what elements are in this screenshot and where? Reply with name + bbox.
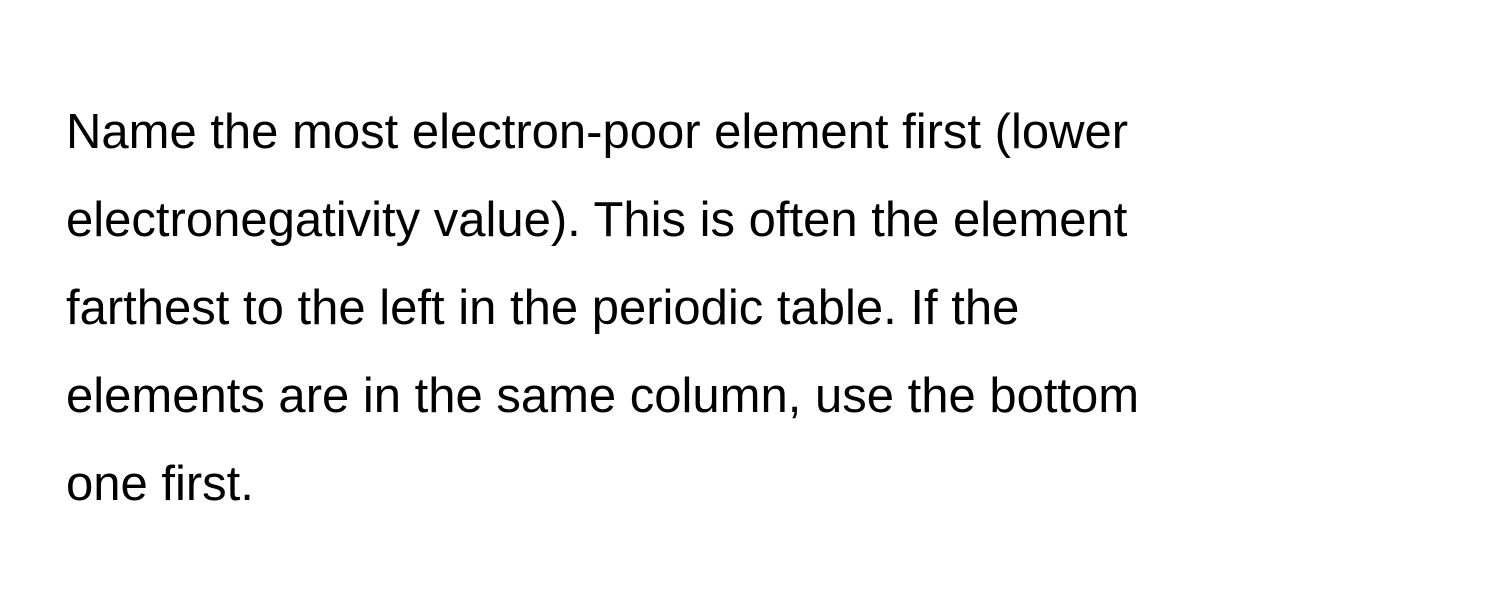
paragraph-line-4: elements are in the same column, use the bottom xyxy=(66,369,1140,423)
paragraph-line-2: electronegativity value). This is often the element xyxy=(66,193,1128,247)
paragraph-line-5: one first. xyxy=(66,457,254,511)
paragraph-line-3: farthest to the left in the periodic table. If the xyxy=(66,281,1020,335)
paragraph-line-1: Name the most electron-poor element first (lower xyxy=(66,105,1129,159)
document-content xyxy=(66,88,1396,528)
instruction-paragraph xyxy=(66,88,1396,528)
